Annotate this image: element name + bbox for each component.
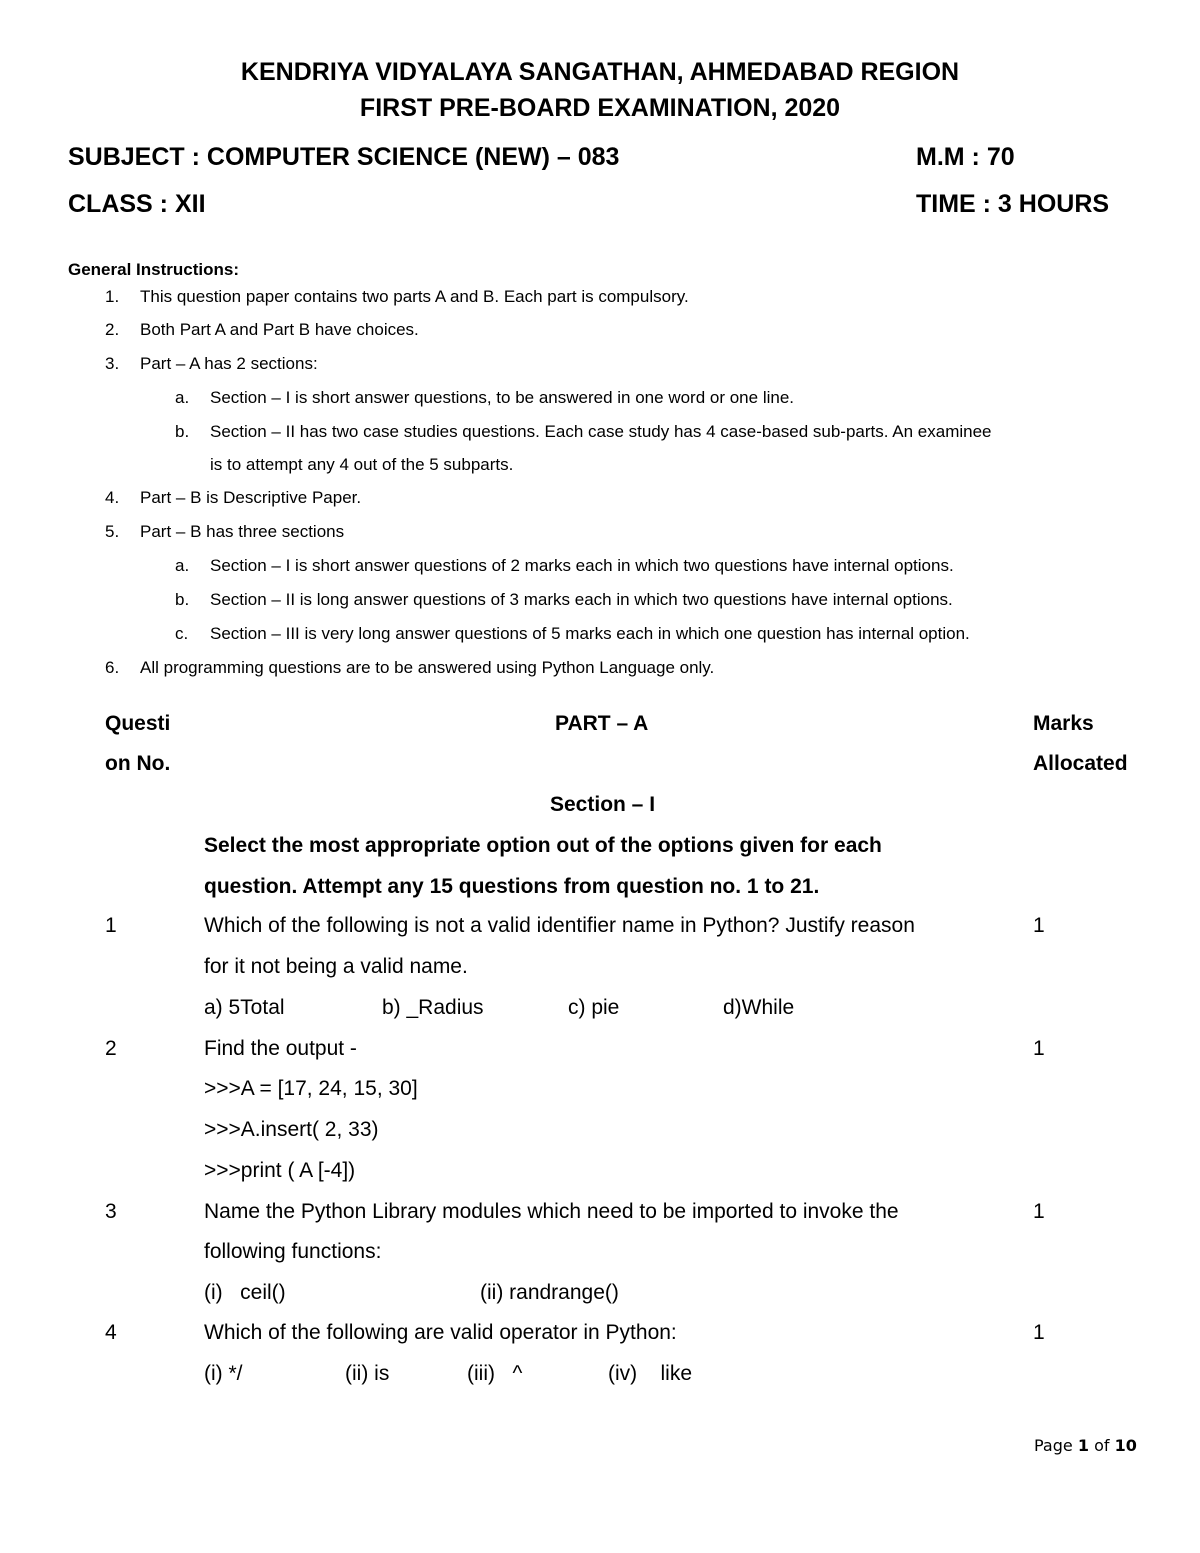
- list-subitem-letter: b.: [175, 422, 190, 441]
- list-item: Part – B has three sections: [140, 522, 345, 541]
- question-number: 3: [105, 1200, 117, 1223]
- option-a: a) 5Total: [204, 996, 285, 1019]
- question-no-header-line2: on No.: [105, 752, 171, 775]
- question-number: 4: [105, 1321, 117, 1344]
- option-ii: (ii) randrange(): [480, 1281, 619, 1304]
- page-word: Page: [1034, 1436, 1073, 1455]
- list-subitem: Section – II is long answer questions of 3 marks each in which two questions have internal options.: [210, 590, 953, 609]
- question-text: Name the Python Library modules which need to be imported to invoke the: [204, 1200, 899, 1223]
- option-iii: (iii) ^: [467, 1362, 523, 1385]
- question-text: Which of the following is not a valid identifier name in Python? Justify reason: [204, 914, 915, 937]
- list-item-number: 1.: [105, 287, 120, 306]
- max-marks-label: M.M : 70: [916, 143, 1015, 171]
- section-directive: Select the most appropriate option out of the options given for each: [204, 834, 882, 857]
- school-title: KENDRIYA VIDYALAYA SANGATHAN, AHMEDABAD REGION: [240, 58, 960, 86]
- page-current: 1: [1077, 1436, 1089, 1455]
- marks-header: Marks: [1033, 712, 1094, 735]
- option-c: c) pie: [568, 996, 620, 1019]
- option-i: (i) */: [204, 1362, 243, 1385]
- question-marks: 1: [1033, 914, 1045, 937]
- option-iv: (iv) like: [608, 1362, 692, 1385]
- list-subitem: Section – II has two case studies questions. Each case study has 4 case-based sub-parts. An examinee: [210, 422, 992, 441]
- part-heading: PART – A: [555, 712, 649, 735]
- list-item-number: 2.: [105, 320, 120, 339]
- page-total: 10: [1114, 1436, 1137, 1455]
- list-item-number: 5.: [105, 522, 120, 541]
- question-marks: 1: [1033, 1037, 1045, 1060]
- list-subitem-continuation: is to attempt any 4 out of the 5 subparts.: [210, 455, 514, 474]
- page-number: [1034, 1436, 1137, 1455]
- question-marks: 1: [1033, 1200, 1045, 1223]
- list-item-number: 6.: [105, 658, 120, 677]
- list-item-number: 3.: [105, 354, 120, 373]
- question-text: following functions:: [204, 1240, 382, 1263]
- question-no-header: Questi: [105, 712, 171, 735]
- list-item: All programming questions are to be answered using Python Language only.: [140, 658, 715, 677]
- question-text: Find the output -: [204, 1037, 357, 1060]
- list-subitem: Section – III is very long answer questions of 5 marks each in which one question has internal option.: [210, 624, 970, 643]
- marks-header-line2: Allocated: [1033, 752, 1128, 775]
- list-subitem: Section – I is short answer questions of 2 marks each in which two questions have internal options.: [210, 556, 954, 575]
- question-number: 2: [105, 1037, 117, 1060]
- list-item-number: 4.: [105, 488, 120, 507]
- list-item: This question paper contains two parts A and B. Each part is compulsory.: [140, 287, 689, 306]
- question-text: Which of the following are valid operator in Python:: [204, 1321, 677, 1344]
- option-i: (i) ceil(): [204, 1281, 286, 1304]
- list-subitem-letter: a.: [175, 388, 190, 407]
- question-marks: 1: [1033, 1321, 1045, 1344]
- list-item: Both Part A and Part B have choices.: [140, 320, 419, 339]
- question-number: 1: [105, 914, 117, 937]
- code-line: >>>A = [17, 24, 15, 30]: [204, 1077, 418, 1100]
- section-directive-line2: question. Attempt any 15 questions from question no. 1 to 21.: [204, 875, 820, 898]
- list-item: Part – B is Descriptive Paper.: [140, 488, 362, 507]
- option-d: d)While: [723, 996, 795, 1019]
- of-word: of: [1094, 1436, 1110, 1455]
- option-ii: (ii) is: [345, 1362, 390, 1385]
- list-subitem-letter: c.: [175, 624, 189, 643]
- option-b: b) _Radius: [382, 996, 484, 1019]
- code-line: >>>print ( A [-4]): [204, 1159, 356, 1182]
- code-line: >>>A.insert( 2, 33): [204, 1118, 379, 1141]
- exam-title: FIRST PRE-BOARD EXAMINATION, 2020: [359, 94, 841, 122]
- class-label: CLASS : XII: [68, 190, 206, 218]
- instructions-title: General Instructions:: [68, 260, 239, 279]
- list-subitem-letter: b.: [175, 590, 190, 609]
- list-subitem-letter: a.: [175, 556, 190, 575]
- time-label: TIME : 3 HOURS: [916, 190, 1110, 218]
- subject-label: SUBJECT : COMPUTER SCIENCE (NEW) – 083: [68, 143, 620, 171]
- section-heading: Section – I: [550, 793, 656, 816]
- list-subitem: Section – I is short answer questions, to be answered in one word or one line.: [210, 388, 795, 407]
- question-text: for it not being a valid name.: [204, 955, 468, 978]
- list-item: Part – A has 2 sections:: [140, 354, 318, 373]
